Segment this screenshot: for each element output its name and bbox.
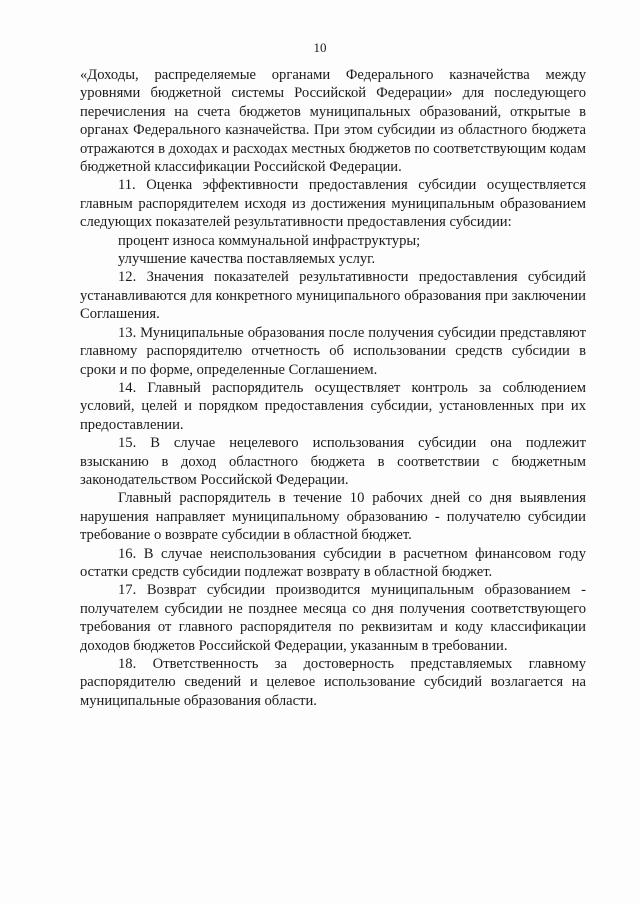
paragraph-17: 17. Возврат субсидии производится муниципальным образованием - получателем субсидии не позднее месяца со дня получения соответствующего требования от главного распорядителя по реквизитам и коду классификации доходов бюджетов Российской Федерации, указанным в требовании. xyxy=(80,582,586,654)
indicator-item: процент износа коммунальной инфраструктуры; xyxy=(118,232,421,249)
paragraph-16: 16. В случае неиспользования субсидии в расчетном финансовом году остатки средств субсидии подлежат возврату в областной бюджет. xyxy=(80,545,586,580)
paragraph-15-continued: Главный распорядитель в течение 10 рабочих дней со дня выявления нарушения направляет муниципальному образованию - получателю субсидии требование о возврате субсидии в областной бюджет. xyxy=(80,490,586,544)
paragraph-14: 14. Главный распорядитель осуществляет контроль за соблюдением условий, целей и порядком предоставления субсидии, установленных при их предоставлении. xyxy=(80,379,586,433)
indicator-item: улучшение качества поставляемых услуг. xyxy=(118,251,376,268)
document-body xyxy=(80,66,586,710)
paragraph-15: 15. В случае нецелевого использования субсидии она подлежит взысканию в доход областного бюджета в соответствии с бюджетным законодательством Российской Федерации. xyxy=(80,435,586,488)
paragraph-13: 13. Муниципальные образования после получения субсидии представляют главному распорядителю отчетность об использовании средств субсидии в сроки и по форме, определенные Соглашением. xyxy=(80,324,586,378)
page-number: 10 xyxy=(313,40,327,55)
paragraph-12: 12. Значения показателей результативности предоставления субсидий устанавливаются для конкретного муниципального образования при заключении Соглашения. xyxy=(80,269,586,323)
paragraph-18: 18. Ответственность за достоверность представляемых главному распорядителю сведений и целевое использование субсидий возлагается на муниципальные образования области. xyxy=(80,656,586,709)
paragraph-continuation: «Доходы, распределяемые органами Федерального казначейства между уровнями бюджетной системы Российской Федерации» для последующего перечисления на счета бюджетов муниципальных образований, открытые в органах Федерального казначейства. При этом субсидии из областного бюджета отражаются в доходах и расходах местных бюджетов по соответствующим кодам бюджетной классификации Российской Федерации. xyxy=(80,67,586,176)
paragraph-11: 11. Оценка эффективности предоставления субсидии осуществляется главным распорядителем исходя из достижения муниципальным образованием следующих показателей результативности предоставления субсидии: xyxy=(80,177,586,231)
